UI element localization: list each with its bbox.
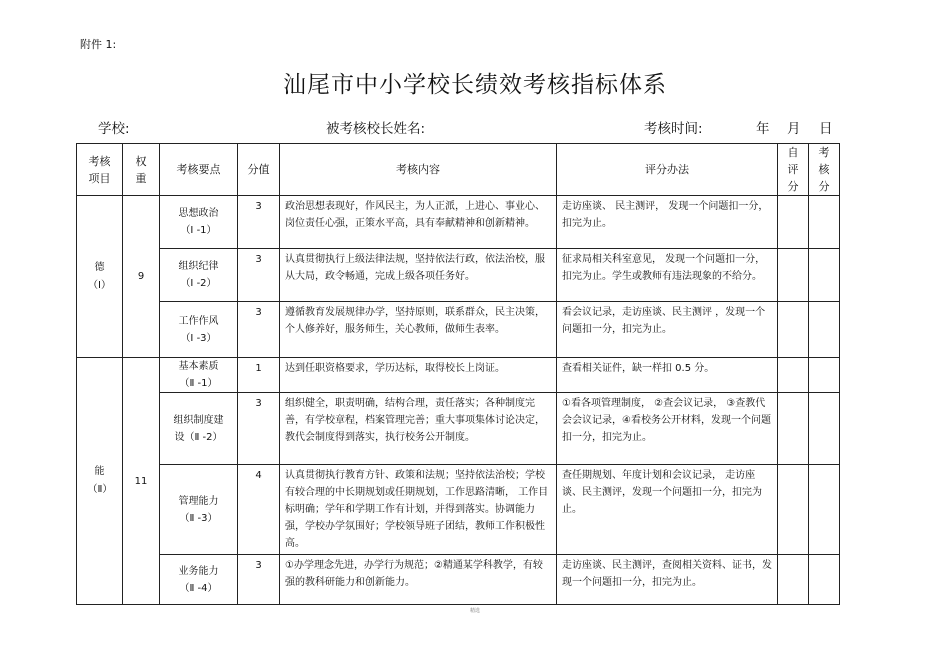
header-point: 考核要点 <box>160 144 238 196</box>
day-label: 日 <box>819 121 833 137</box>
table-row <box>77 465 840 555</box>
exam-score-cell[interactable] <box>809 358 840 393</box>
score-cell: 3 <box>238 393 280 465</box>
content-cell: 认真贯彻执行上级法律法规，坚持依法行政，依法治校，服从大局，政令畅通，完成上级各项任务好。 <box>280 249 557 302</box>
point-cell: 管理能力（Ⅱ -3） <box>160 465 238 555</box>
self-score-cell[interactable] <box>778 358 809 393</box>
document-title: 汕尾市中小学校长绩效考核指标体系 <box>283 72 667 98</box>
content-cell: 政治思想表现好，作风民主，为人正派，上进心、事业心、岗位责任心强，正策水平高，具有奉献精神和创新精神。 <box>280 196 557 249</box>
table-row <box>77 555 840 605</box>
header-self-score: 自评分 <box>778 144 809 196</box>
method-cell: 查看相关证件，缺一样扣 0.5 分。 <box>557 358 778 393</box>
point-cell: 思想政治（Ⅰ -1） <box>160 196 238 249</box>
method-cell: 征求局相关科室意见， 发现一个问题扣一分，扣完为止。学生或教师有违法现象的不给分。 <box>557 249 778 302</box>
point-cell: 工作作风（Ⅰ -3） <box>160 302 238 358</box>
score-cell: 3 <box>238 555 280 605</box>
method-cell: 看会议记录，走访座谈、民主测评 ，发现一个问题扣一分，扣完为止。 <box>557 302 778 358</box>
score-cell: 4 <box>238 465 280 555</box>
self-score-cell[interactable] <box>778 555 809 605</box>
table-row <box>77 302 840 358</box>
header-score: 分值 <box>238 144 280 196</box>
score-cell: 3 <box>238 249 280 302</box>
header-method: 评分办法 <box>557 144 778 196</box>
exam-score-cell[interactable] <box>809 196 840 249</box>
exam-score-cell[interactable] <box>809 249 840 302</box>
table-row <box>77 196 840 249</box>
method-cell: 走访座谈、 民主测评， 发现一个问题扣一分，扣完为止。 <box>557 196 778 249</box>
method-cell: 走访座谈、民主测评，查阅相关资料、证书，发现一个问题扣一分，扣完为止。 <box>557 555 778 605</box>
header-exam-score: 考核分 <box>809 144 840 196</box>
exam-score-cell[interactable] <box>809 465 840 555</box>
score-cell: 1 <box>238 358 280 393</box>
score-cell: 3 <box>238 302 280 358</box>
score-cell: 3 <box>238 196 280 249</box>
year-label: 年 <box>756 121 770 137</box>
self-score-cell[interactable] <box>778 196 809 249</box>
exam-score-cell[interactable] <box>809 393 840 465</box>
weight-neng: 11 <box>123 358 160 605</box>
self-score-cell[interactable] <box>778 249 809 302</box>
content-cell: ①办学理念先进，办学行为规范；②精通某学科教学，有较强的教科研能力和创新能力。 <box>280 555 557 605</box>
attachment-label: 附件 1: <box>80 38 117 51</box>
item-de: 德（Ⅰ） <box>77 196 123 358</box>
page-footer: 精选 <box>469 608 480 614</box>
weight-de: 9 <box>123 196 160 358</box>
month-label: 月 <box>787 121 801 137</box>
content-cell: 遵循教育发展规律办学，坚持原则，联系群众，民主决策，个人修养好，服务师生，关心教师，做师生表率。 <box>280 302 557 358</box>
assessment-time-label: 考核时间: <box>644 121 703 137</box>
point-cell: 业务能力（Ⅱ -4） <box>160 555 238 605</box>
point-cell: 组织纪律（Ⅰ -2） <box>160 249 238 302</box>
point-cell: 组织制度建设（Ⅱ -2） <box>160 393 238 465</box>
table-row <box>77 393 840 465</box>
point-cell: 基本素质（Ⅱ -1） <box>160 358 238 393</box>
header-row <box>77 144 840 196</box>
principal-name-label: 被考核校长姓名: <box>326 121 426 137</box>
school-label: 学校: <box>98 121 130 137</box>
method-cell: 查任期规划、年度计划和会议记录， 走访座谈、民主测评，发现一个问题扣一分，扣完为止。 <box>557 465 778 555</box>
self-score-cell[interactable] <box>778 465 809 555</box>
header-weight: 权重 <box>123 144 160 196</box>
header-content: 考核内容 <box>280 144 557 196</box>
self-score-cell[interactable] <box>778 393 809 465</box>
content-cell: 达到任职资格要求，学历达标，取得校长上岗证。 <box>280 358 557 393</box>
table-row <box>77 249 840 302</box>
content-cell: 认真贯彻执行教育方针、政策和法规；坚持依法治校；学校有较合理的中长期规划或任期规划，工作思路清晰， 工作目标明确；学年和学期工作有计划，并得到落实。协调能力强，学校办学氛围好；学校领导班子团结，教师工作积极性高。 <box>280 465 557 555</box>
exam-score-cell[interactable] <box>809 555 840 605</box>
exam-score-cell[interactable] <box>809 302 840 358</box>
header-item: 考核项目 <box>77 144 123 196</box>
self-score-cell[interactable] <box>778 302 809 358</box>
table-row <box>77 358 840 393</box>
content-cell: 组织健全，职责明确，结构合理，责任落实；各种制度完善，有学校章程，档案管理完善；重大事项集体讨论决定，教代会制度得到落实，执行校务公开制度。 <box>280 393 557 465</box>
item-neng: 能（Ⅱ） <box>77 358 123 605</box>
method-cell: ①看各项管理制度， ②查会议记录， ③查教代会会议记录，④看校务公开材料，发现一个问题扣一分，扣完为止。 <box>557 393 778 465</box>
assessment-table <box>76 143 840 605</box>
